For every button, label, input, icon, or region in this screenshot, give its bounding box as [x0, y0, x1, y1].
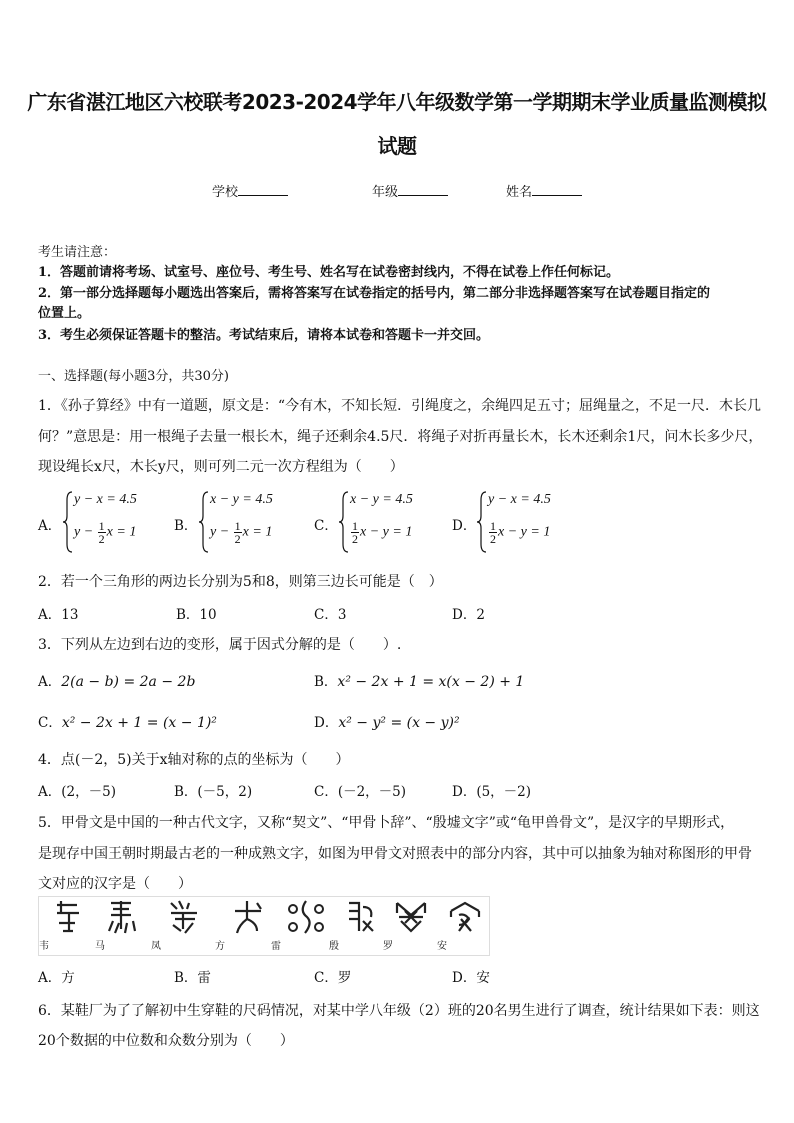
oracle-glyph-lei-icon	[285, 899, 329, 935]
q5-line-1: 5．甲骨文是中国的一种古代文字，又称“契文”、“甲骨卜辞”、“殷墟文字”或“龟甲兽骨文”，是汉字的早期形式，	[38, 815, 735, 831]
notice-item-2-cont: 位置上。	[38, 306, 91, 321]
brace-icon	[338, 490, 350, 554]
q1-b-eq2: y − $\frac{1}{2}$ x = 1	[210, 519, 273, 546]
oracle-glyph-feng-icon	[165, 899, 205, 935]
oracle-glyph-yin-icon	[343, 899, 377, 935]
q1-line-2: 何？”意思是：用一根绳子去量一根长木，绳子还剩余4.5尺．将绳子对折再量长木，长木还剩余1尺，问木长多少尺，	[38, 429, 763, 445]
oracle-glyph-wei-icon	[51, 899, 85, 935]
oracle-bone-figure	[38, 896, 490, 956]
name-label: 姓名	[506, 185, 533, 200]
q5-option-b: B．雷	[174, 970, 211, 986]
q1-c-eq1: x − y = 4.5	[350, 492, 413, 507]
q1-d-eq1: y − x = 4.5	[488, 492, 551, 507]
q5-line-3: 文对应的汉字是（ ）	[38, 876, 192, 892]
q2-stem: 2．若一个三角形的两边长分别为5和8，则第三边长可能是（ ）	[38, 574, 443, 590]
q3-option-b: B．x² − 2x + 1 = x(x − 2) + 1	[314, 674, 525, 690]
q6-line-1: 6．某鞋厂为了了解初中生穿鞋的尺码情况，对某中学八年级（2）班的20名男生进行了调查，统计结果如下表：则这	[38, 1003, 760, 1019]
brace-icon	[62, 490, 74, 554]
q1-b-eq1: x − y = 4.5	[210, 492, 273, 507]
q1-a-eq2: y − $\frac{1}{2}$ x = 1	[74, 519, 137, 546]
oracle-glyph-an-icon	[447, 899, 483, 935]
q3-option-d: D．x² − y² = (x − y)²	[314, 715, 460, 731]
oracle-glyph-fang-icon	[231, 899, 265, 935]
q1-line-3: 现设绳长x尺，木长y尺，则可列二元一次方程组为（ ）	[38, 459, 404, 475]
school-field	[212, 181, 288, 200]
exam-title-continued: 试题	[377, 134, 417, 158]
q6-line-2: 20个数据的中位数和众数分别为（ ）	[38, 1033, 294, 1049]
exam-title: 广东省湛江地区六校联考2023-2024学年八年级数学第一学期期末学业质量监测模拟	[27, 90, 767, 114]
q1-option-d-label: D．	[452, 518, 477, 534]
notice-heading: 考生请注意：	[38, 245, 117, 260]
grade-blank	[398, 183, 448, 196]
brace-icon	[476, 490, 488, 554]
fraction: $\frac{1}{2}$	[234, 519, 241, 546]
q3-option-a: A．2(a − b) = 2a − 2b	[38, 674, 196, 690]
fraction: $\frac{1}{2}$	[352, 519, 358, 546]
glyph-label-luo: 罗	[383, 941, 393, 952]
notice-item-3: 3．考生必须保证答题卡的整洁。考试结束后，请将本试卷和答题卡一并交回。	[38, 328, 490, 343]
grade-label: 年级	[372, 185, 399, 200]
glyph-label-yin: 殷	[329, 941, 339, 952]
glyph-label-ma: 马	[95, 941, 105, 952]
q2-option-d: D．2	[452, 607, 485, 623]
brace-icon	[198, 490, 210, 554]
notice-item-2: 2．第一部分选择题每小题选出答案后，需将答案写在试卷指定的括号内，第二部分非选择题答案写在试卷题目指定的	[38, 286, 711, 301]
q5-option-a: A．方	[38, 970, 75, 986]
fraction: $\frac{1}{2}$	[490, 519, 496, 546]
q4-option-d: D．(5，－2)	[452, 784, 532, 800]
q5-option-d: D．安	[452, 970, 490, 986]
q1-option-a-label: A．	[38, 518, 62, 534]
q3-stem: 3．下列从左边到右边的变形，属于因式分解的是（ ）.	[38, 637, 402, 653]
q4-stem: 4．点(－2，5)关于x轴对称的点的坐标为（ ）	[38, 752, 350, 768]
school-blank	[238, 183, 288, 196]
oracle-glyph-ma-icon	[105, 899, 139, 935]
name-field	[506, 181, 582, 200]
q5-option-c: C．罗	[314, 970, 352, 986]
q4-option-c: C．(－2，－5)	[314, 784, 407, 800]
q5-line-2: 是现存中国王朝时期最古老的一种成熟文字，如图为甲骨文对照表中的部分内容，其中可以抽象为轴对称图形的甲骨	[38, 846, 752, 862]
glyph-label-fang: 方	[215, 941, 225, 952]
glyph-label-feng: 凤	[151, 941, 161, 952]
glyph-label-lei: 雷	[271, 941, 281, 952]
q1-option-b-label: B．	[174, 518, 198, 534]
q1-a-eq1: y − x = 4.5	[74, 492, 137, 507]
q2-option-c: C．3	[314, 607, 347, 623]
q4-option-a: A．(2，－5)	[38, 784, 116, 800]
name-blank	[532, 183, 582, 196]
grade-field	[372, 181, 448, 200]
q2-option-a: A．13	[38, 607, 79, 623]
notice-item-1: 1．答题前请将考场、试室号、座位号、考生号、姓名写在试卷密封线内，不得在试卷上作任何标记。	[38, 265, 620, 280]
oracle-glyph-luo-icon	[393, 899, 429, 935]
fraction: $\frac{1}{2}$	[98, 519, 105, 546]
glyph-label-wei: 韦	[39, 941, 49, 952]
q3-option-c: C．x² − 2x + 1 = (x − 1)²	[38, 715, 217, 731]
q1-c-eq2: $\frac{1}{2}$ x − y = 1	[352, 519, 413, 546]
section-heading: 一、选择题(每小题3分，共30分)	[38, 369, 229, 384]
glyph-label-an: 安	[437, 941, 447, 952]
q1-line-1: 1．《孙子算经》中有一道题，原文是：“今有木，不知长短．引绳度之，余绳四足五寸；屈绳量之，不足一尺．木长几	[38, 398, 762, 414]
q4-option-b: B．(－5，2)	[174, 784, 253, 800]
q2-option-b: B．10	[176, 607, 217, 623]
q1-option-c-label: C．	[314, 518, 338, 534]
q1-d-eq2: $\frac{1}{2}$ x − y = 1	[490, 519, 551, 546]
school-label: 学校	[212, 185, 239, 200]
